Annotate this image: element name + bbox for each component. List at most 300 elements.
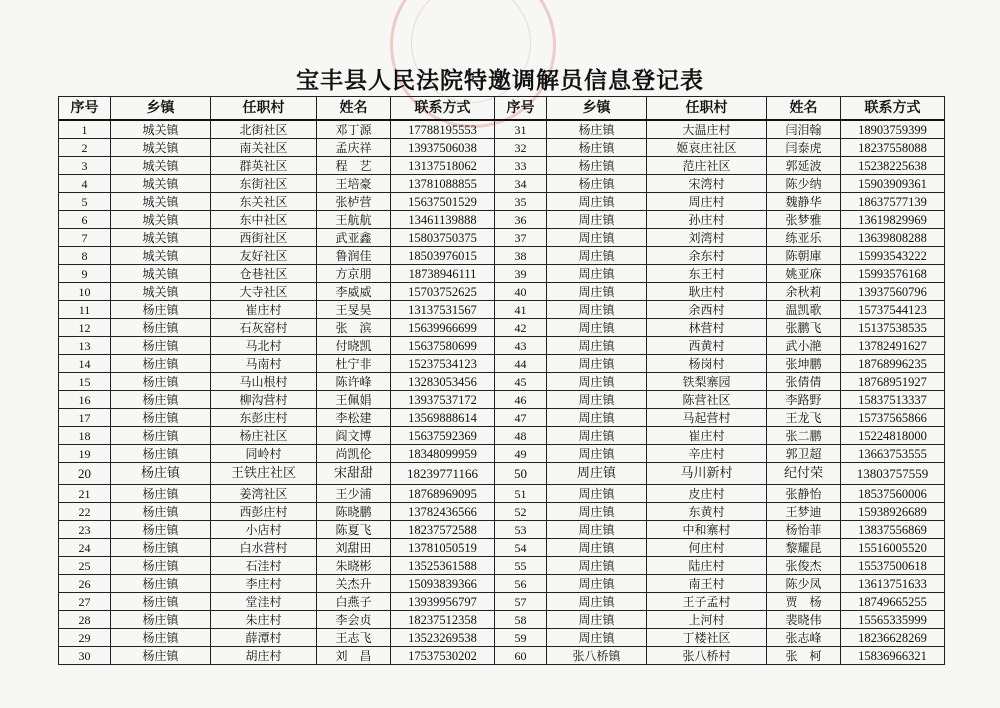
cell-name: 张坤鹏: [767, 355, 841, 373]
cell-name: 张二鹏: [767, 427, 841, 445]
cell-seq: 57: [495, 593, 547, 611]
cell-village: 余西村: [647, 301, 767, 319]
cell-name: 陈朝庫: [767, 247, 841, 265]
cell-village: 南王村: [647, 575, 767, 593]
table-row: [59, 445, 945, 463]
cell-seq: 47: [495, 409, 547, 427]
header-seq-left: 序号: [59, 97, 111, 121]
cell-seq: 13: [59, 337, 111, 355]
cell-town: 杨庄镇: [111, 611, 211, 629]
cell-village: 东黄村: [647, 503, 767, 521]
cell-name: 方京朋: [317, 265, 391, 283]
table-row: [59, 193, 945, 211]
cell-phone: 17788195553: [391, 120, 495, 139]
cell-phone: 18903759399: [841, 120, 945, 139]
cell-seq: 35: [495, 193, 547, 211]
cell-phone: 13782436566: [391, 503, 495, 521]
cell-town: 周庄镇: [547, 575, 647, 593]
cell-name: 贾 杨: [767, 593, 841, 611]
cell-phone: 13639808288: [841, 229, 945, 247]
table-row: [59, 557, 945, 575]
cell-name: 张静怡: [767, 485, 841, 503]
cell-village: 余东村: [647, 247, 767, 265]
cell-phone: 13939956797: [391, 593, 495, 611]
cell-seq: 14: [59, 355, 111, 373]
cell-name: 关杰升: [317, 575, 391, 593]
cell-name: 李威威: [317, 283, 391, 301]
cell-seq: 15: [59, 373, 111, 391]
cell-phone: 18239771166: [391, 463, 495, 485]
table-row: [59, 355, 945, 373]
cell-seq: 59: [495, 629, 547, 647]
cell-town: 杨庄镇: [547, 157, 647, 175]
cell-phone: 13937560796: [841, 283, 945, 301]
cell-phone: 18637577139: [841, 193, 945, 211]
cell-seq: 48: [495, 427, 547, 445]
cell-name: 刘甜田: [317, 539, 391, 557]
cell-village: 东街社区: [211, 175, 317, 193]
cell-phone: 13782491627: [841, 337, 945, 355]
cell-name: 鲁润佳: [317, 247, 391, 265]
cell-seq: 36: [495, 211, 547, 229]
cell-village: 马起营村: [647, 409, 767, 427]
cell-name: 张倩倩: [767, 373, 841, 391]
cell-village: 友好社区: [211, 247, 317, 265]
cell-name: 张栌营: [317, 193, 391, 211]
cell-village: 周庄村: [647, 193, 767, 211]
cell-village: 王铁庄社区: [211, 463, 317, 485]
header-town-left: 乡镇: [111, 97, 211, 121]
cell-town: 城关镇: [111, 139, 211, 157]
cell-village: 何庄村: [647, 539, 767, 557]
cell-seq: 58: [495, 611, 547, 629]
cell-name: 陈晓鹏: [317, 503, 391, 521]
cell-town: 杨庄镇: [111, 647, 211, 665]
cell-phone: 13569888614: [391, 409, 495, 427]
cell-village: 皮庄村: [647, 485, 767, 503]
cell-town: 周庄镇: [547, 427, 647, 445]
table-row: [59, 503, 945, 521]
cell-name: 陈许峰: [317, 373, 391, 391]
cell-seq: 18: [59, 427, 111, 445]
cell-town: 杨庄镇: [111, 539, 211, 557]
cell-seq: 56: [495, 575, 547, 593]
cell-name: 杜宁非: [317, 355, 391, 373]
cell-name: 练亚乐: [767, 229, 841, 247]
cell-town: 杨庄镇: [111, 503, 211, 521]
cell-seq: 32: [495, 139, 547, 157]
cell-town: 周庄镇: [547, 557, 647, 575]
cell-phone: 15516005520: [841, 539, 945, 557]
cell-town: 周庄镇: [547, 391, 647, 409]
cell-name: 温凯歌: [767, 301, 841, 319]
cell-town: 杨庄镇: [111, 391, 211, 409]
header-village-left: 任职村: [211, 97, 317, 121]
cell-town: 杨庄镇: [111, 485, 211, 503]
cell-phone: 18348099959: [391, 445, 495, 463]
cell-name: 王佩娟: [317, 391, 391, 409]
cell-village: 小店村: [211, 521, 317, 539]
cell-phone: 15639966699: [391, 319, 495, 337]
cell-village: 东王村: [647, 265, 767, 283]
table-row: [59, 427, 945, 445]
cell-village: 西街社区: [211, 229, 317, 247]
cell-seq: 21: [59, 485, 111, 503]
cell-phone: 18768969095: [391, 485, 495, 503]
cell-phone: 15237534123: [391, 355, 495, 373]
cell-phone: 18537560006: [841, 485, 945, 503]
cell-village: 朱庄村: [211, 611, 317, 629]
table-row: [59, 301, 945, 319]
cell-seq: 60: [495, 647, 547, 665]
cell-village: 胡庄村: [211, 647, 317, 665]
cell-village: 杨岗村: [647, 355, 767, 373]
cell-village: 王子孟村: [647, 593, 767, 611]
cell-town: 周庄镇: [547, 503, 647, 521]
cell-town: 周庄镇: [547, 409, 647, 427]
cell-seq: 37: [495, 229, 547, 247]
table-row: [59, 265, 945, 283]
cell-phone: 15537500618: [841, 557, 945, 575]
cell-seq: 24: [59, 539, 111, 557]
cell-town: 周庄镇: [547, 247, 647, 265]
cell-seq: 8: [59, 247, 111, 265]
cell-seq: 31: [495, 120, 547, 139]
cell-town: 城关镇: [111, 211, 211, 229]
cell-town: 杨庄镇: [111, 445, 211, 463]
cell-village: 东中社区: [211, 211, 317, 229]
cell-name: 陈少凤: [767, 575, 841, 593]
cell-seq: 49: [495, 445, 547, 463]
cell-phone: 13781050519: [391, 539, 495, 557]
cell-seq: 39: [495, 265, 547, 283]
table-row: [59, 373, 945, 391]
cell-town: 杨庄镇: [111, 409, 211, 427]
cell-seq: 19: [59, 445, 111, 463]
cell-seq: 9: [59, 265, 111, 283]
cell-village: 中和寨村: [647, 521, 767, 539]
cell-phone: 15837513337: [841, 391, 945, 409]
cell-seq: 46: [495, 391, 547, 409]
cell-seq: 28: [59, 611, 111, 629]
cell-name: 程 艺: [317, 157, 391, 175]
cell-phone: 18237572588: [391, 521, 495, 539]
cell-seq: 20: [59, 463, 111, 485]
cell-village: 西彭庄村: [211, 503, 317, 521]
cell-phone: 15637592369: [391, 427, 495, 445]
cell-seq: 3: [59, 157, 111, 175]
cell-town: 周庄镇: [547, 629, 647, 647]
cell-name: 王旻昊: [317, 301, 391, 319]
cell-name: 李松建: [317, 409, 391, 427]
cell-village: 北街社区: [211, 120, 317, 139]
cell-town: 杨庄镇: [547, 175, 647, 193]
cell-phone: 13525361588: [391, 557, 495, 575]
cell-village: 刘湾村: [647, 229, 767, 247]
cell-village: 姜湾社区: [211, 485, 317, 503]
cell-seq: 33: [495, 157, 547, 175]
cell-phone: 13781088855: [391, 175, 495, 193]
cell-village: 上河村: [647, 611, 767, 629]
cell-phone: 13937537172: [391, 391, 495, 409]
cell-phone: 15093839366: [391, 575, 495, 593]
cell-phone: 15137538535: [841, 319, 945, 337]
cell-town: 杨庄镇: [111, 337, 211, 355]
cell-town: 周庄镇: [547, 301, 647, 319]
cell-village: 马北村: [211, 337, 317, 355]
cell-village: 辛庄村: [647, 445, 767, 463]
cell-town: 城关镇: [111, 229, 211, 247]
cell-phone: 18503976015: [391, 247, 495, 265]
header-phone-left: 联系方式: [391, 97, 495, 121]
header-seq-right: 序号: [495, 97, 547, 121]
cell-town: 杨庄镇: [547, 120, 647, 139]
cell-village: 崔庄村: [647, 427, 767, 445]
cell-phone: 15737565866: [841, 409, 945, 427]
cell-seq: 22: [59, 503, 111, 521]
cell-village: 仓巷社区: [211, 265, 317, 283]
cell-village: 石洼村: [211, 557, 317, 575]
cell-phone: 15737544123: [841, 301, 945, 319]
cell-village: 东彭庄村: [211, 409, 317, 427]
header-town-right: 乡镇: [547, 97, 647, 121]
cell-name: 陈夏飞: [317, 521, 391, 539]
cell-town: 周庄镇: [547, 373, 647, 391]
cell-town: 杨庄镇: [111, 629, 211, 647]
cell-town: 城关镇: [111, 283, 211, 301]
cell-phone: 15836966321: [841, 647, 945, 665]
cell-phone: 13937506038: [391, 139, 495, 157]
cell-name: 闫泪翰: [767, 120, 841, 139]
cell-village: 孙庄村: [647, 211, 767, 229]
cell-village: 西黄村: [647, 337, 767, 355]
cell-name: 邓丁源: [317, 120, 391, 139]
cell-town: 杨庄镇: [111, 301, 211, 319]
cell-town: 杨庄镇: [111, 373, 211, 391]
cell-town: 周庄镇: [547, 593, 647, 611]
cell-village: 陈营社区: [647, 391, 767, 409]
cell-name: 郭卫超: [767, 445, 841, 463]
cell-town: 周庄镇: [547, 211, 647, 229]
cell-phone: 15637501529: [391, 193, 495, 211]
cell-phone: 18768951927: [841, 373, 945, 391]
cell-town: 周庄镇: [547, 319, 647, 337]
cell-name: 李会贞: [317, 611, 391, 629]
table-row: [59, 283, 945, 301]
cell-town: 周庄镇: [547, 265, 647, 283]
table-row: [59, 539, 945, 557]
cell-name: 白燕子: [317, 593, 391, 611]
cell-village: 杨庄社区: [211, 427, 317, 445]
cell-village: 同岭村: [211, 445, 317, 463]
cell-town: 周庄镇: [547, 611, 647, 629]
cell-seq: 4: [59, 175, 111, 193]
table-row: [59, 593, 945, 611]
cell-seq: 54: [495, 539, 547, 557]
cell-phone: 13283053456: [391, 373, 495, 391]
cell-seq: 45: [495, 373, 547, 391]
cell-name: 武亚鑫: [317, 229, 391, 247]
table-row: [59, 157, 945, 175]
cell-phone: 13837556869: [841, 521, 945, 539]
cell-name: 王航航: [317, 211, 391, 229]
cell-phone: 13803757559: [841, 463, 945, 485]
cell-seq: 34: [495, 175, 547, 193]
table-row: [59, 521, 945, 539]
cell-phone: 18738946111: [391, 265, 495, 283]
cell-seq: 40: [495, 283, 547, 301]
cell-town: 城关镇: [111, 247, 211, 265]
cell-name: 杨怡菲: [767, 521, 841, 539]
header-phone-right: 联系方式: [841, 97, 945, 121]
cell-town: 杨庄镇: [111, 557, 211, 575]
page-title: 宝丰县人民法院特邀调解员信息登记表: [296, 68, 704, 94]
cell-town: 周庄镇: [547, 445, 647, 463]
table-row: [59, 485, 945, 503]
cell-village: 南关社区: [211, 139, 317, 157]
cell-name: 王志飞: [317, 629, 391, 647]
cell-phone: 17537530202: [391, 647, 495, 665]
cell-name: 张 滨: [317, 319, 391, 337]
cell-town: 周庄镇: [547, 539, 647, 557]
table-row: [59, 139, 945, 157]
cell-seq: 12: [59, 319, 111, 337]
cell-phone: 13137531567: [391, 301, 495, 319]
cell-village: 马山根村: [211, 373, 317, 391]
cell-seq: 51: [495, 485, 547, 503]
cell-name: 余秋莉: [767, 283, 841, 301]
cell-village: 李庄村: [211, 575, 317, 593]
cell-phone: 18236628269: [841, 629, 945, 647]
cell-phone: 15903909361: [841, 175, 945, 193]
cell-seq: 7: [59, 229, 111, 247]
header-village-right: 任职村: [647, 97, 767, 121]
cell-seq: 29: [59, 629, 111, 647]
table-row: [59, 337, 945, 355]
cell-village: 崔庄村: [211, 301, 317, 319]
cell-name: 张 柯: [767, 647, 841, 665]
cell-seq: 27: [59, 593, 111, 611]
cell-name: 尚凯伦: [317, 445, 391, 463]
cell-town: 杨庄镇: [111, 355, 211, 373]
cell-town: 周庄镇: [547, 521, 647, 539]
cell-village: 陆庄村: [647, 557, 767, 575]
cell-town: 周庄镇: [547, 355, 647, 373]
cell-name: 郭延波: [767, 157, 841, 175]
cell-seq: 2: [59, 139, 111, 157]
cell-phone: 13523269538: [391, 629, 495, 647]
cell-name: 裴晓伟: [767, 611, 841, 629]
cell-town: 城关镇: [111, 265, 211, 283]
cell-seq: 25: [59, 557, 111, 575]
cell-phone: 15703752625: [391, 283, 495, 301]
cell-town: 周庄镇: [547, 485, 647, 503]
cell-name: 武小滟: [767, 337, 841, 355]
cell-name: 王龙飞: [767, 409, 841, 427]
cell-seq: 10: [59, 283, 111, 301]
cell-name: 张俊杰: [767, 557, 841, 575]
cell-village: 宋湾村: [647, 175, 767, 193]
cell-phone: 15565335999: [841, 611, 945, 629]
cell-town: 杨庄镇: [111, 575, 211, 593]
cell-town: 城关镇: [111, 120, 211, 139]
cell-village: 耿庄村: [647, 283, 767, 301]
table-row: [59, 211, 945, 229]
table-row: [59, 575, 945, 593]
cell-village: 丁楼社区: [647, 629, 767, 647]
cell-village: 东关社区: [211, 193, 317, 211]
cell-town: 杨庄镇: [111, 463, 211, 485]
cell-village: 林营村: [647, 319, 767, 337]
cell-village: 白水营村: [211, 539, 317, 557]
table-row: [59, 463, 945, 485]
cell-phone: 18768996235: [841, 355, 945, 373]
cell-phone: 15938926689: [841, 503, 945, 521]
cell-town: 张八桥镇: [547, 647, 647, 665]
table-row: [59, 120, 945, 139]
cell-seq: 1: [59, 120, 111, 139]
cell-village: 大寺社区: [211, 283, 317, 301]
cell-phone: 18237512358: [391, 611, 495, 629]
cell-name: 王少浦: [317, 485, 391, 503]
cell-name: 张梦雅: [767, 211, 841, 229]
cell-phone: 15224818000: [841, 427, 945, 445]
cell-phone: 13613751633: [841, 575, 945, 593]
cell-seq: 44: [495, 355, 547, 373]
table-row: [59, 175, 945, 193]
cell-phone: 15993543222: [841, 247, 945, 265]
cell-phone: 15637580699: [391, 337, 495, 355]
cell-seq: 30: [59, 647, 111, 665]
cell-phone: 18237558088: [841, 139, 945, 157]
cell-town: 周庄镇: [547, 283, 647, 301]
cell-seq: 42: [495, 319, 547, 337]
table-row: [59, 647, 945, 665]
cell-phone: 13663753555: [841, 445, 945, 463]
cell-town: 周庄镇: [547, 229, 647, 247]
cell-town: 杨庄镇: [547, 139, 647, 157]
cell-village: 堂洼村: [211, 593, 317, 611]
cell-town: 杨庄镇: [111, 319, 211, 337]
cell-town: 城关镇: [111, 193, 211, 211]
cell-seq: 11: [59, 301, 111, 319]
cell-seq: 50: [495, 463, 547, 485]
table-row: [59, 229, 945, 247]
cell-seq: 52: [495, 503, 547, 521]
cell-village: 石灰窑村: [211, 319, 317, 337]
cell-name: 纪付荣: [767, 463, 841, 485]
cell-village: 铁梨寨园: [647, 373, 767, 391]
cell-town: 杨庄镇: [111, 593, 211, 611]
cell-name: 陈少纳: [767, 175, 841, 193]
cell-town: 杨庄镇: [111, 521, 211, 539]
cell-name: 张鹏飞: [767, 319, 841, 337]
table-row: [59, 247, 945, 265]
cell-town: 城关镇: [111, 175, 211, 193]
cell-seq: 23: [59, 521, 111, 539]
cell-seq: 16: [59, 391, 111, 409]
cell-name: 孟庆祥: [317, 139, 391, 157]
cell-seq: 26: [59, 575, 111, 593]
cell-name: 魏静华: [767, 193, 841, 211]
cell-name: 王梦迪: [767, 503, 841, 521]
cell-phone: 15803750375: [391, 229, 495, 247]
cell-seq: 55: [495, 557, 547, 575]
cell-village: 薛潭村: [211, 629, 317, 647]
table-row: [59, 409, 945, 427]
cell-phone: 15238225638: [841, 157, 945, 175]
cell-phone: 13137518062: [391, 157, 495, 175]
